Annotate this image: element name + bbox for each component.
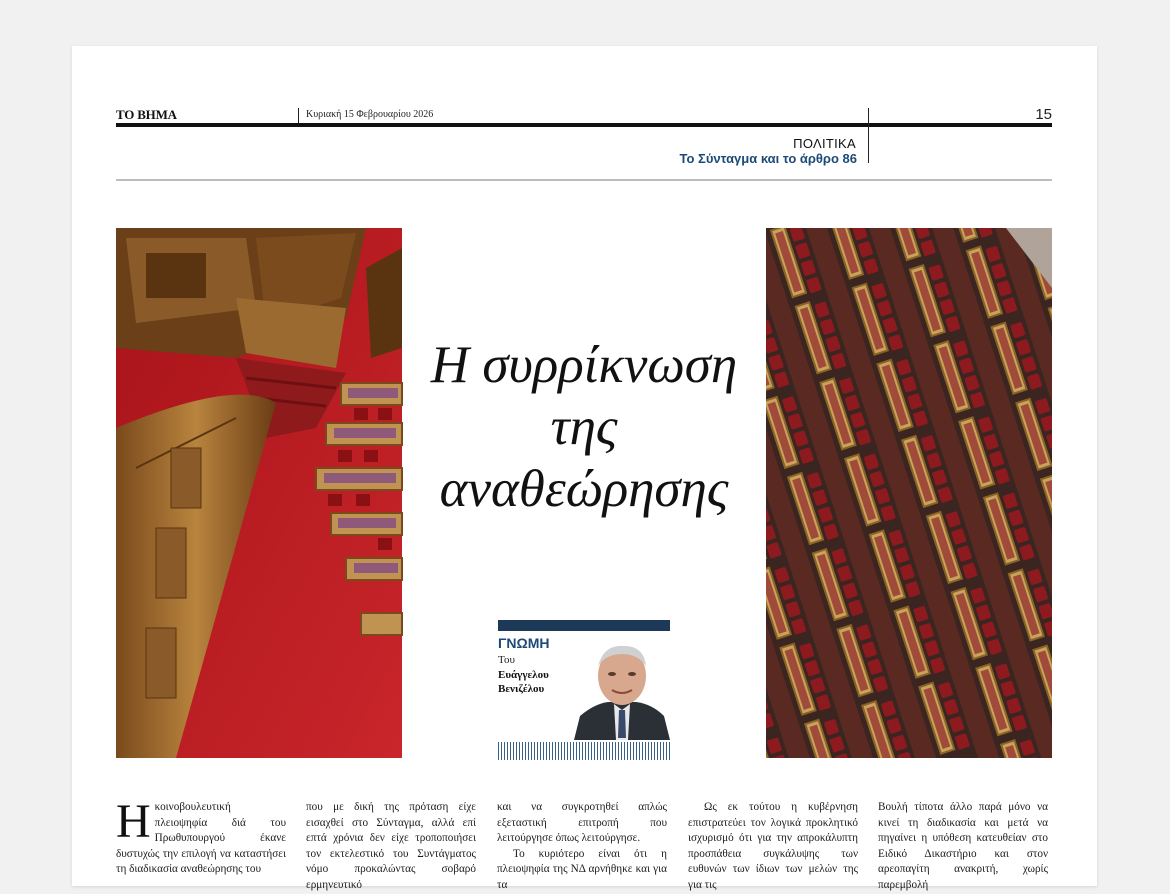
article-column-5 (878, 800, 1048, 894)
opinion-box (498, 620, 670, 760)
header-rule (116, 179, 1052, 181)
column-2-text: που με δική της πρόταση είχε εισαχθεί στο Σύνταγμα, αλλά επί επτά χρόνια δεν είχε τροποποιήσει τον εκτελεστικό του Συντάγματος νόμο προκαλώντας σοβαρό ερμηνευτικό (306, 801, 476, 891)
author-prefix: Του (498, 654, 515, 666)
article-column-2 (306, 800, 476, 894)
section-divider (868, 108, 869, 163)
column-3-text-a: και να συγκροτηθεί απλώς εξεταστική επιτροπή που λειτούργησε όπως λειτούργησε. (497, 801, 667, 845)
author-last-name: Βενιζέλου (498, 683, 545, 695)
author-first-name: Ευάγγελου (498, 669, 549, 681)
masthead-rule (116, 123, 1052, 127)
column-3-text-b: Το κυριότερο είναι ότι η πλειοψηφία της ΝΔ αρνήθηκε και για τα (497, 847, 667, 891)
parliament-photo-left (116, 228, 402, 758)
column-5-text: Βουλή τίποτα άλλο παρά μόνο να κινεί τη διαδικασία και μετά να πηγαίνει η υπόθεση κατευθείαν στο Ειδικό Δικαστήριο και στον αρεοπαγίτη ανακριτή, χωρίς παρεμβολή (878, 801, 1048, 891)
subsection-label: Το Σύνταγμα και το άρθρο 86 (679, 151, 857, 166)
page-number: 15 (1035, 106, 1052, 123)
opinion-bar (498, 620, 670, 631)
issue-date: Κυριακή 15 Φεβρουαρίου 2026 (306, 109, 434, 120)
article-body (116, 795, 1052, 891)
opinion-stripes (498, 742, 670, 760)
publication-name: ΤΟ ΒΗΜΑ (116, 107, 177, 122)
parliament-photo-right (766, 228, 1052, 758)
column-4-text: Ως εκ τούτου η κυβέρνηση επιστρατεύει τον λογικά προκλητικό ισχυρισμό ότι για την απροκάλυπτη προσπάθεια συγκάλυψης των ευθυνών των ίδιων των μελών της για τις (688, 801, 858, 891)
headline-line-2: της (550, 398, 618, 456)
article-column-3 (497, 800, 667, 894)
drop-cap: Η (116, 795, 151, 848)
masthead-divider (298, 108, 299, 123)
article-column-1 (116, 795, 286, 878)
opinion-label: ΓΝΩΜΗ (498, 635, 550, 651)
author-name (498, 668, 578, 696)
headline-line-1: Η συρρίκνωση (430, 336, 738, 394)
author-portrait (574, 638, 670, 740)
column-1-text: κοινοβουλευτική πλειοψηφία διά του Πρωθυπουργού έκανε δυστυχώς την επιλογή να καταστήσει τη διαδικασία αναθεώρησης του (116, 801, 286, 876)
article-column-4 (688, 800, 858, 894)
newspaper-page (72, 46, 1097, 891)
headline-line-3: αναθεώρησης (439, 460, 729, 518)
section-label: ΠΟΛΙΤΙΚΑ (793, 136, 856, 151)
headline (402, 334, 766, 520)
